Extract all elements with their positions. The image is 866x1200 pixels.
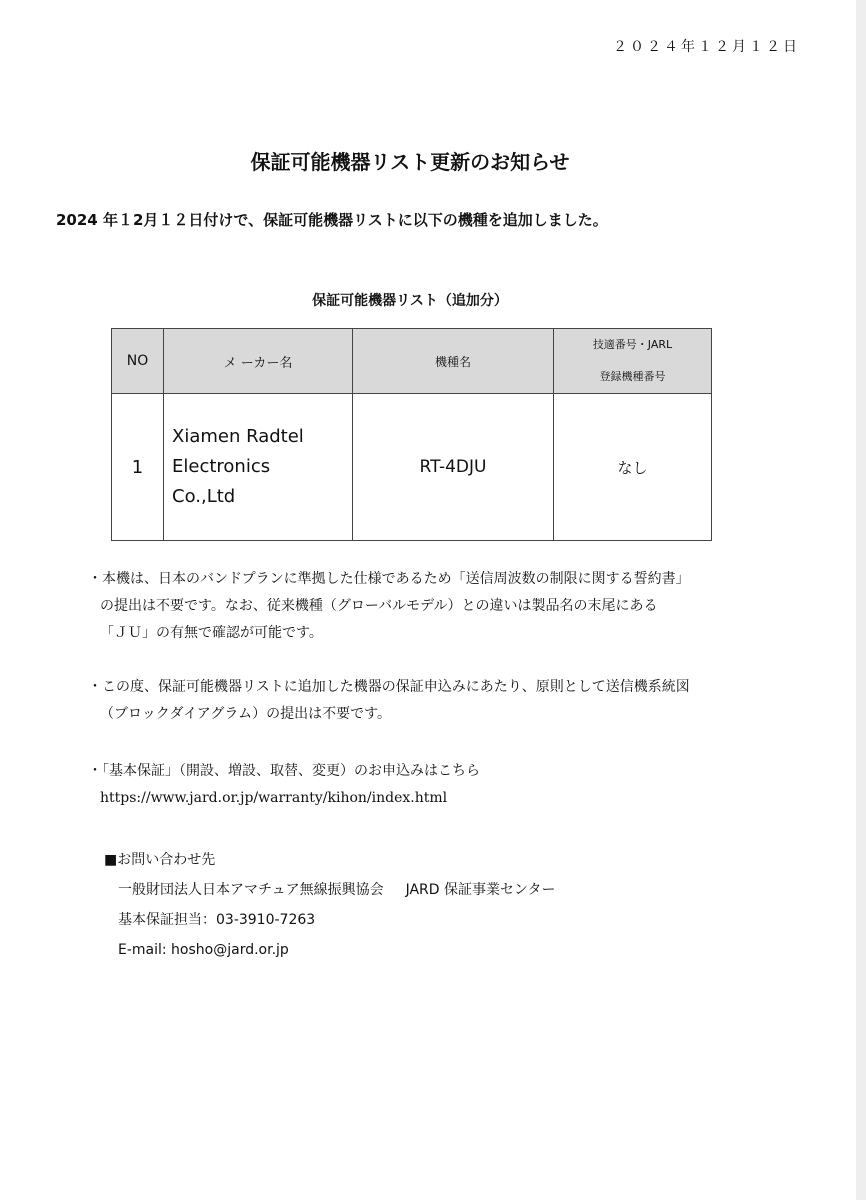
contact-organization — [104, 875, 555, 905]
header-registration — [554, 329, 712, 394]
contact-org: 一般財団法人日本アマチュア無線振興協会 — [118, 882, 384, 898]
contact-email[interactable]: E-mail: hosho@jard.or.jp — [118, 942, 289, 958]
maker-line: Co.,Ltd — [172, 486, 236, 507]
note-line: ・本機は、日本のバンドプランに準拠した仕様であるため「送信周波数の制限に関する誓約書」 — [88, 571, 690, 587]
maker-line: Electronics — [172, 456, 271, 477]
cell-maker — [164, 394, 353, 541]
note-line: 「ＪＵ」の有無で確認が可能です。 — [100, 625, 323, 641]
application-url-link[interactable]: https://www.jard.or.jp/warranty/kihon/index.html — [100, 790, 448, 806]
maker-line: Xiamen Radtel — [172, 426, 304, 447]
note-jandplan — [88, 566, 690, 647]
header-registration-line1: 技適番号・JARL — [592, 338, 673, 351]
table-caption: 保証可能機器リスト（追加分） — [312, 293, 508, 309]
document-date: ２０２４年１２月１２日 — [613, 39, 800, 55]
contact-heading: ■お問い合わせ先 — [104, 852, 216, 868]
device-list-table — [111, 328, 712, 541]
cell-registration: なし — [554, 394, 712, 541]
note-application — [88, 758, 480, 812]
header-model: 機種名 — [353, 329, 554, 394]
header-registration-line2: 登録機種番号 — [599, 370, 666, 383]
header-maker: メ ーカー名 — [164, 329, 353, 394]
note-line: の提出は不要です。なお、従来機種（グローバルモデル）との違いは製品名の末尾にある — [100, 598, 658, 614]
document-title: 保証可能機器リスト更新のお知らせ — [250, 150, 570, 174]
note-line: ・「基本保証」（開設、増設、取替、変更）のお申込みはこちら — [88, 763, 480, 779]
cell-no: 1 — [112, 394, 164, 541]
note-line: （ブロックダイアグラム）の提出は不要です。 — [100, 706, 392, 722]
note-block-diagram — [88, 674, 690, 728]
lead-sentence: 2024 年１2月１２日付けで、保証可能機器リストに以下の機種を追加しました。 — [56, 211, 608, 229]
note-line: ・この度、保証可能機器リストに追加した機器の保証申込みにあたり、原則として送信機系統図 — [88, 679, 690, 695]
header-no: NO — [112, 329, 164, 394]
contact-block — [104, 845, 555, 965]
cell-model: RT-4DJU — [353, 394, 554, 541]
contact-center: JARD 保証事業センター — [405, 882, 556, 898]
page-edge — [856, 0, 866, 1200]
contact-phone: 基本保証担当：03-3910-7263 — [118, 912, 316, 928]
table-header-row — [112, 329, 712, 394]
table-row — [112, 394, 712, 541]
